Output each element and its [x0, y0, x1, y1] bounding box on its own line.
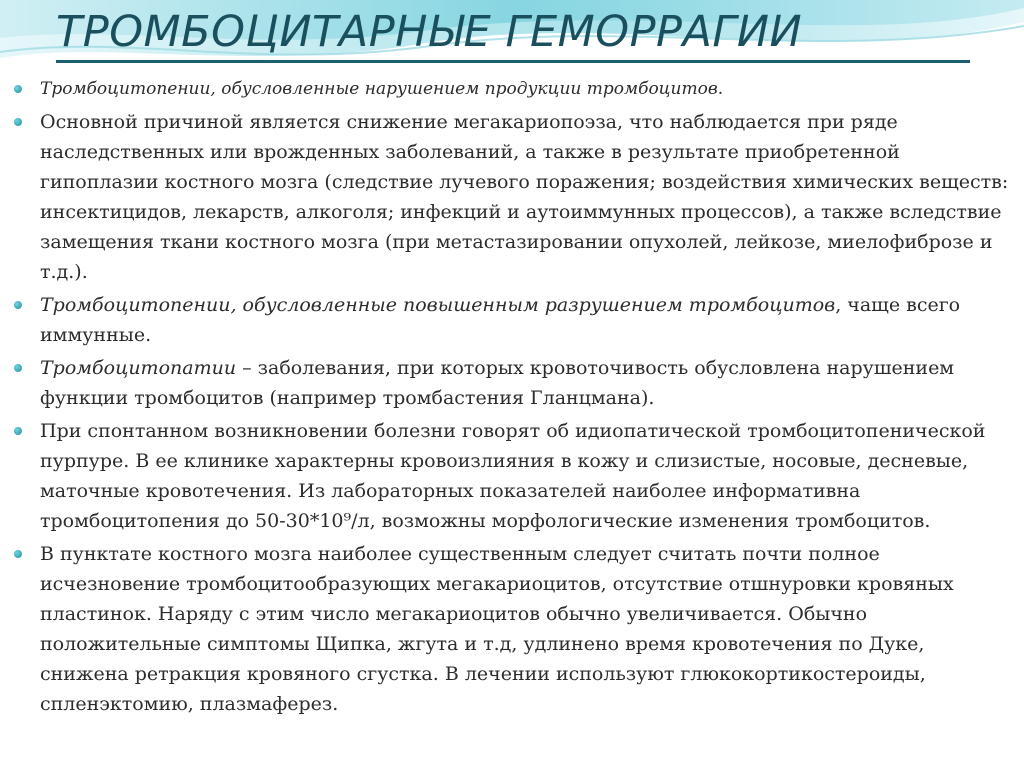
bullet-text: , чаще всего иммунные. [40, 294, 961, 346]
bullet-item [10, 353, 1010, 413]
bullet-icon [14, 85, 22, 93]
bullet-icon [14, 118, 22, 126]
bullet-item [10, 107, 1010, 287]
bullet-text: – заболевания, при которых кровоточивость обусловлена нарушением функции тромбоцитов (например тромбастения Гланцмана). [40, 357, 955, 409]
bullet-italic-text: Тромбоцитопатии [40, 357, 237, 379]
bullet-italic-text: Тромбоцитопении, обусловленные нарушением продукции тромбоцитов. [40, 79, 724, 99]
bullet-text: Основной причиной является снижение мегакариопоэза, что наблюдается при ряде наследственных или врожденных заболеваний, а также в результате приобретенной гипоплазии костного мозга (следствие лучевого поражения; воздействия химических веществ: инсектицидов, лекарств, алкоголя; инфекций и аутоиммунных процессов), а также вследствие замещения ткани костного мозга (при метастазировании опухолей, лейкозе, миелофиброзе и т.д.). [40, 111, 1009, 283]
bullet-list [10, 74, 1010, 722]
bullet-icon [14, 301, 22, 309]
bullet-italic-text: Тромбоцитопении, обусловленные повышенным разрушением тромбоцитов [40, 294, 836, 316]
title-underline [56, 60, 970, 63]
bullet-icon [14, 364, 22, 372]
bullet-icon [14, 427, 22, 435]
bullet-item [10, 539, 1010, 719]
bullet-item [10, 416, 1010, 536]
bullet-item [10, 290, 1010, 350]
bullet-item [10, 74, 1010, 104]
bullet-text: В пунктате костного мозга наиболее существенным следует считать почти полное исчезновение тромбоцитообразующих мегакариоцитов, отсутствие отшнуровки кровяных пластинок. Наряду с этим число мегакариоцитов обычно увеличивается. Обычно положительные симптомы Щипка, жгута и т.д, удлинено время кровотечения по Дуке, снижена ретракция кровяного сгустка. В лечении используют глюкокортикостероиды, спленэктомию, плазмаферез. [40, 543, 954, 715]
bullet-icon [14, 550, 22, 558]
slide-title: ТРОМБОЦИТАРНЫЕ ГЕМОРРАГИИ [56, 7, 803, 57]
bullet-text: При спонтанном возникновении болезни говорят об идиопатической тромбоцитопенической пурпуре. В ее клинике характерны кровоизлияния в кожу и слизистые, носовые, десневые, маточные кровотечения. Из лабораторных показателей наиболее информативна тромбоцитопения до 50-30*10⁹/л, возможны морфологические изменения тромбоцитов. [40, 420, 986, 532]
